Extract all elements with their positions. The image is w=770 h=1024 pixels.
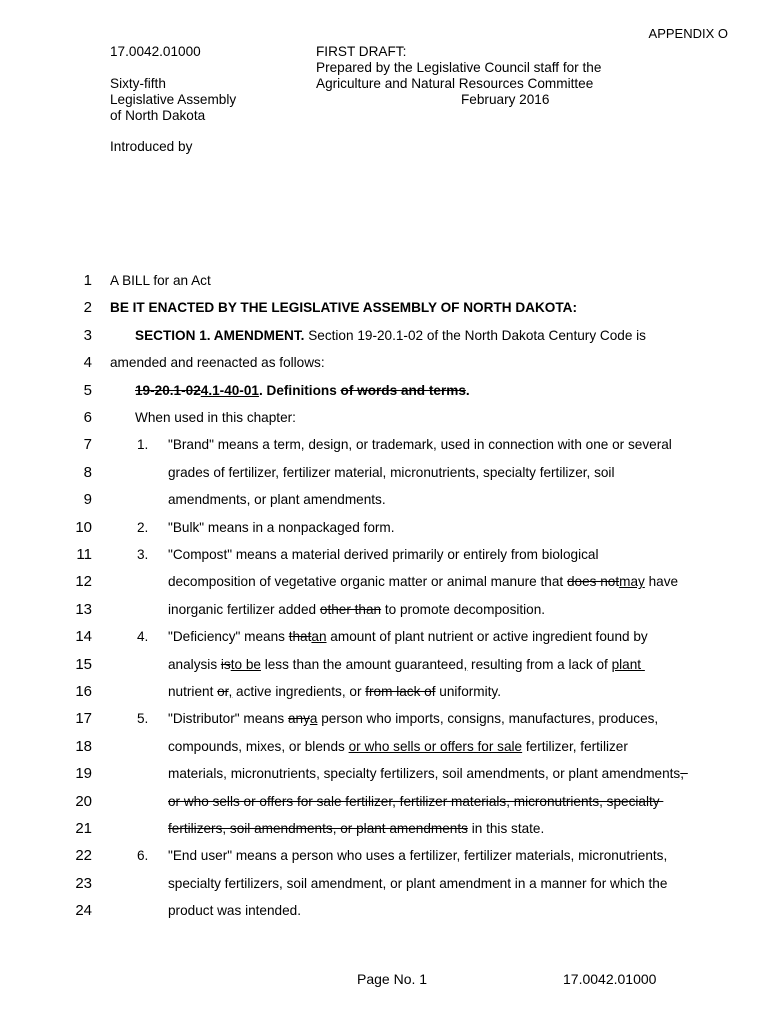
- bill-text-line: [168, 437, 672, 452]
- text-segment: materials, micronutrients, specialty fertilizers, soil amendments, or plant amendments: [168, 766, 681, 782]
- text-segment: fertilizer, fertilizer: [522, 738, 628, 754]
- text-segment: uniformity.: [435, 684, 501, 699]
- inserted-text: ,: [463, 656, 468, 672]
- line-number: 1: [83, 272, 92, 289]
- bill-text-line: [135, 410, 296, 425]
- text-segment: product was intended.: [168, 903, 302, 919]
- definition-number: 4.: [137, 629, 149, 645]
- footer-bill-id: 17.0042.01000: [563, 971, 657, 987]
- text-segment: amendments, or plant amendments.: [168, 492, 386, 508]
- deleted-text: ,: [680, 766, 688, 782]
- bill-id: 17.0042.01000: [110, 44, 201, 59]
- line-number: 19: [75, 765, 92, 783]
- line-number: 4: [83, 354, 92, 372]
- bill-header-right: [316, 44, 601, 108]
- appendix-label: APPENDIX O: [648, 26, 728, 41]
- text-segment: "End user" means a person who uses a fertilizer, fertilizer materials, micronutrients,: [168, 848, 668, 864]
- bill-text-line: [168, 739, 628, 754]
- draft-title: FIRST DRAFT:: [316, 44, 407, 59]
- inserted-text: a: [309, 711, 318, 727]
- assembly-line-3: of North Dakota: [110, 108, 206, 123]
- inserted-text: to be: [230, 656, 261, 672]
- bill-header-left: [110, 44, 236, 124]
- deleted-text: that: [288, 629, 312, 645]
- line-number: 18: [75, 737, 92, 755]
- definition-number: 2.: [137, 519, 149, 535]
- bill-text-line: [135, 328, 646, 343]
- assembly-line-2: Legislative Assembly: [110, 92, 237, 107]
- definition-number: 6.: [137, 848, 149, 864]
- bill-text-line: [168, 821, 544, 836]
- deleted-text: fertilizers, soil amendments, or plant amendments: [168, 821, 468, 836]
- deleted-text: or who sells or offers for sale fertilizer, fertilizer materials, micronutrients, specialty: [168, 793, 664, 809]
- line-number: 5: [83, 381, 92, 399]
- line-number: 24: [75, 902, 92, 920]
- bill-text-line: [168, 465, 614, 480]
- text-segment: or: [345, 684, 366, 699]
- bill-text-line: [168, 848, 667, 863]
- deleted-text: of words and terms: [340, 382, 466, 398]
- bill-text-line: [168, 602, 545, 617]
- text-segment: "Bulk" means in a nonpackaged form.: [168, 519, 395, 535]
- line-number: 22: [75, 847, 92, 865]
- definition-number: 1.: [137, 437, 149, 453]
- text-segment: to promote decomposition.: [381, 601, 546, 617]
- text-segment: compounds, mixes, or blends: [168, 738, 349, 754]
- bill-text-line: [168, 903, 301, 918]
- bill-text-line: [168, 520, 395, 535]
- text-segment: person who imports, consigns, manufactures, produces,: [317, 711, 659, 727]
- bill-text-line: [168, 711, 658, 726]
- text-segment: A BILL for an Act: [110, 273, 211, 288]
- line-number: 7: [83, 436, 92, 454]
- bill-text-line: [168, 629, 648, 644]
- line-number: 12: [75, 573, 92, 591]
- line-number: 14: [75, 628, 92, 646]
- text-segment: "Compost" means a material derived primarily or entirely from biological: [168, 547, 599, 562]
- text-segment: inorganic fertilizer added: [168, 601, 320, 617]
- text-segment: specialty fertilizers, soil amendment, or plant amendment in a manner for which the: [168, 875, 668, 891]
- bill-text-line: [135, 383, 470, 398]
- deleted-text: from lack of: [365, 684, 436, 699]
- deleted-text: does not: [566, 574, 620, 590]
- inserted-text: ,: [228, 684, 233, 699]
- bill-text-line: [168, 492, 386, 507]
- line-number: 16: [75, 683, 92, 700]
- text-segment: less than the amount guaranteed: [260, 656, 464, 672]
- bill-text-line: [168, 766, 688, 781]
- deleted-text: 19-20.1-02: [135, 382, 201, 398]
- inserted-text: 4.1-40-01: [200, 382, 259, 398]
- text-segment: resulting from a lack of: [467, 656, 612, 672]
- bill-text-line: [168, 684, 501, 699]
- deleted-text: or: [217, 684, 229, 699]
- line-number: 15: [75, 655, 92, 673]
- introduced-by: Introduced by: [110, 139, 193, 154]
- text-segment: in this state.: [467, 821, 545, 836]
- text-segment: nutrient: [168, 684, 218, 699]
- definition-number: 3.: [137, 547, 149, 562]
- deleted-text: is: [220, 656, 231, 672]
- inserted-text: plant: [611, 656, 645, 672]
- prepared-by-line-1: Prepared by the Legislative Council staff for the: [316, 60, 602, 75]
- text-segment: "Distributor" means: [168, 711, 288, 727]
- inserted-text: or who sells or offers for sale: [348, 738, 523, 754]
- inserted-text: ,: [341, 684, 346, 699]
- bill-text-line: [110, 355, 325, 370]
- line-number: 11: [76, 546, 92, 563]
- text-segment: "Deficiency" means: [168, 629, 289, 645]
- assembly-line-1: Sixty-fifth: [110, 76, 166, 91]
- line-number: 21: [75, 820, 92, 837]
- bill-text-line: [110, 300, 577, 315]
- text-segment: amended and reenacted as follows:: [110, 355, 325, 371]
- bill-text-line: [168, 794, 663, 809]
- deleted-text: any: [287, 711, 310, 727]
- bold-text: . Definitions: [258, 382, 341, 398]
- definition-number: 5.: [137, 711, 149, 727]
- text-segment: amount of plant nutrient or active ingredient found by: [326, 629, 648, 645]
- inserted-text: may: [619, 574, 645, 590]
- line-number: 8: [83, 463, 92, 481]
- bold-text: .: [465, 382, 470, 398]
- line-number: 20: [75, 792, 92, 810]
- line-number: 6: [83, 409, 92, 426]
- line-number: 9: [83, 491, 92, 509]
- line-number: 17: [75, 710, 92, 728]
- line-number: 3: [83, 326, 92, 344]
- prepared-by-line-2: Agriculture and Natural Resources Committee: [316, 76, 594, 91]
- text-segment: Section 19-20.1-02 of the North Dakota Century Code is: [304, 327, 646, 343]
- bold-text: BE IT ENACTED BY THE LEGISLATIVE ASSEMBLY OF NORTH DAKOTA:: [110, 300, 577, 316]
- line-number: 10: [75, 518, 92, 536]
- text-segment: "Brand" means a term, design, or trademark, used in connection with one or several: [168, 437, 672, 453]
- bill-text-line: [168, 547, 598, 562]
- footer-page-number: Page No. 1: [357, 971, 428, 987]
- text-segment: decomposition of vegetative organic matter or animal manure that: [168, 574, 567, 590]
- text-segment: have: [644, 574, 679, 590]
- draft-date: February 2016: [461, 92, 550, 107]
- bill-text-line: [110, 273, 211, 288]
- bold-text: SECTION 1. AMENDMENT.: [135, 327, 305, 343]
- text-segment: grades of fertilizer, fertilizer material, micronutrients, specialty fertilizer, soil: [168, 464, 615, 480]
- deleted-text: other than: [319, 601, 382, 617]
- text-segment: analysis: [168, 656, 221, 672]
- bill-text-line: [168, 574, 678, 589]
- text-segment: When used in this chapter:: [135, 410, 296, 425]
- bill-text-line: [168, 657, 645, 672]
- text-segment: active ingredients: [232, 684, 342, 699]
- bill-text-line: [168, 876, 667, 891]
- line-number: 23: [75, 874, 92, 892]
- inserted-text: an: [311, 629, 327, 645]
- line-number: 2: [83, 299, 92, 317]
- line-number: 13: [75, 600, 92, 618]
